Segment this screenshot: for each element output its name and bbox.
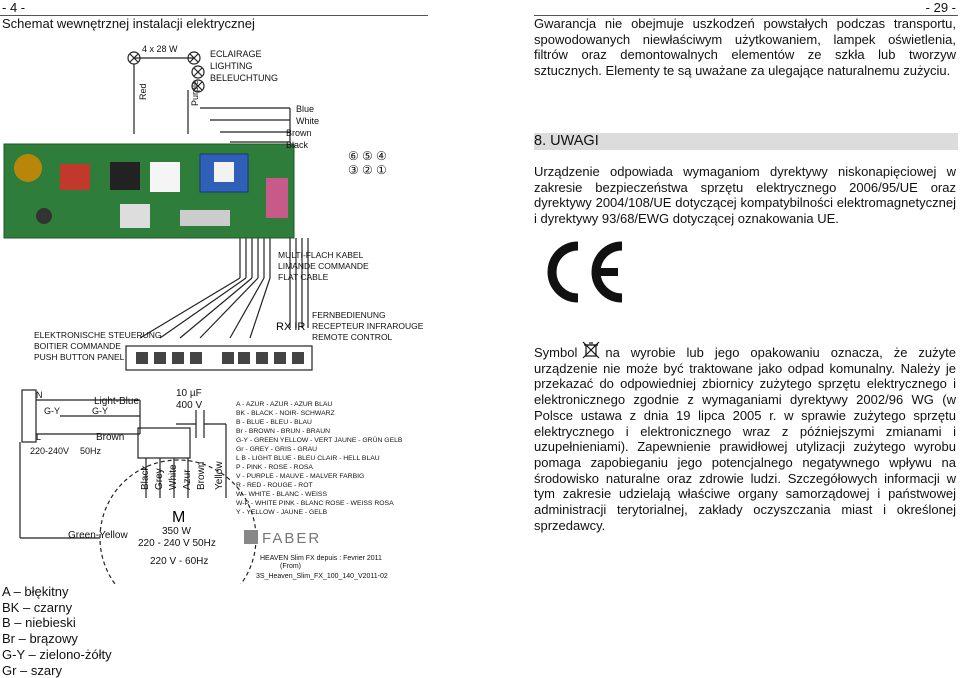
- wire-red-label: Red: [138, 83, 148, 100]
- flat-cable-label-2: LIMANDE COMMANDE: [278, 261, 369, 271]
- legend-item: BK – czarny: [2, 599, 73, 615]
- motor-wire-azur: Azur: [182, 469, 193, 490]
- left-page-title: Schemat wewnętrznej instalacji elektrycznej: [2, 16, 255, 31]
- connector-top-6: ⑥: [348, 149, 359, 163]
- legend-item: B – niebieski: [2, 615, 76, 631]
- connector-top-5: ⑤: [362, 149, 373, 163]
- connector-bottom-2: ②: [362, 163, 373, 177]
- faber-logo: [244, 530, 321, 547]
- lamps-label: 4 x 28 W: [142, 44, 178, 54]
- model-line-3: 3S_Heaven_Slim_FX_100_140_V2011-02: [256, 573, 388, 580]
- color-legend-row: BK - BLACK - NOIR- SCHWARZ: [236, 410, 335, 417]
- color-legend-row: W-P - WHITE PINK - BLANC ROSE - WEISS ROSA: [236, 500, 394, 507]
- wire-white-label: White: [296, 116, 320, 126]
- faber-brand: FABER: [262, 530, 322, 547]
- gy-label-1: G-Y: [44, 406, 61, 416]
- legend-item: G-Y – zielono-żółty: [2, 646, 112, 662]
- mains-l-label: L: [36, 432, 42, 442]
- color-legend-row: P - PINK - ROSE - ROSA: [236, 464, 313, 471]
- left-page-number: - 4 -: [2, 0, 26, 15]
- wiring-diagram: [0, 38, 530, 584]
- wire-black-label: Black: [286, 140, 309, 150]
- flat-cable-label-3: FLAT CABLE: [278, 272, 329, 282]
- model-line-2: (From): [280, 563, 301, 570]
- mains-n-label: N: [36, 390, 43, 400]
- connector-bottom-3: ③: [348, 163, 359, 177]
- lighting-label-2: LIGHTING: [210, 61, 253, 71]
- brown-label: Brown: [96, 432, 125, 443]
- color-legend-row: Y - YELLOW - JAUNE - GELB: [236, 509, 328, 516]
- motor-wire-brown: Brown: [196, 461, 207, 490]
- color-legend-row: Br - BROWN - BRUN - BRAUN: [236, 428, 331, 435]
- model-line-1: HEAVEN Slim FX depuis : Fevrier 2011: [260, 555, 382, 562]
- motor-voltage-50: 220 - 240 V 50Hz: [138, 538, 216, 549]
- color-legend-row: R - RED - ROUGE - ROT: [236, 482, 313, 489]
- panel-label-2: BOITIER COMMANDE: [34, 341, 121, 351]
- panel-label-3: PUSH BUTTON PANEL: [34, 352, 125, 362]
- wire-purple-label: Purple: [190, 79, 200, 106]
- gy-label-2: G-Y: [92, 406, 109, 416]
- color-legend-row: L B - LIGHT BLUE - BLEU CLAIR - HELL BLAU: [236, 455, 380, 462]
- color-legend-row: G-Y - GREEN YELLOW - VERT JAUNE - GRÜN GELB: [236, 437, 403, 444]
- legend-item: A – błękitny: [2, 584, 69, 599]
- directive-paragraph: Urządzenie odpowiada wymaganiom dyrektywy niskonapięciowej w zakresie bezpieczeństwa sprzętu elektrycznego 2006/95/UE oraz dyrektywy 2004/108/UE dotyczącej kompatybilności elektromagnetycznej i dyrektywy 93/68/EWG dotyczącej oznakowania UE.: [534, 164, 956, 227]
- color-legend-row: W - WHITE - BLANC - WEISS: [236, 491, 328, 498]
- symbol-word: Symbol: [534, 345, 578, 360]
- motor-power: 350 W: [162, 526, 191, 537]
- connector-bottom-1: ①: [376, 163, 387, 177]
- remote-label-3: REMOTE CONTROL: [312, 332, 393, 342]
- remote-label-1: FERNBEDIENUNG: [312, 310, 386, 320]
- remote-label-2: RECEPTEUR INFRAROUGE: [312, 321, 424, 331]
- section-title: 8. UWAGI: [534, 133, 599, 149]
- light-blue-label: Light-Blue: [94, 396, 140, 407]
- panel-label-1: ELEKTRONISCHE STEUERUNG: [34, 330, 162, 340]
- color-legend-pl: [2, 584, 112, 678]
- lighting-label-1: ECLAIRAGE: [210, 49, 262, 59]
- motor-voltage-60: 220 V - 60Hz: [150, 556, 209, 567]
- connector-top-4: ④: [376, 149, 387, 163]
- legend-item: Gr – szary: [2, 662, 62, 678]
- warranty-paragraph: Gwarancja nie obejmuje uszkodzeń powstałych podczas transportu, spowodowanych niewłaściwym użytkowaniem, lampek oświetlenia, filtrów oraz demontowalnych elementów ze szkła lub tworzyw sztucznych. Elementy te są uważane za ulegające naturalnemu zużyciu.: [534, 16, 956, 79]
- color-legend-row: Gr - GREY - GRIS - GRAU: [236, 446, 318, 453]
- motor-wire-white: White: [168, 464, 179, 490]
- color-legend-row: A - AZUR - AZUR - AZUR BLAU: [236, 401, 333, 408]
- color-legend-row: B - BLUE - BLEU - BLAU: [236, 419, 312, 426]
- crossed-bin-icon: [581, 340, 601, 358]
- wire-blue-label: Blue: [296, 104, 315, 114]
- motor-wire-black: Black: [140, 465, 151, 490]
- flat-cable-label-1: MULTI-FLACH KABEL: [278, 250, 364, 260]
- capacitor-label-1: 10 µF: [176, 388, 202, 399]
- capacitor-label-2: 400 V: [176, 400, 203, 411]
- right-page-number: - 29 -: [925, 0, 956, 15]
- green-yellow-label: Green-Yellow: [68, 530, 128, 541]
- motor-wire-grey: Grey: [154, 468, 165, 490]
- mains-freq-label: 50Hz: [80, 446, 102, 456]
- motor-symbol: M: [172, 509, 186, 526]
- wire-brown-label: Brown: [286, 128, 312, 138]
- lighting-label-3: BELEUCHTUNG: [210, 73, 279, 83]
- ce-mark-icon: [538, 240, 628, 304]
- motor-wire-yellow: Yellow: [214, 461, 225, 490]
- legend-item: Br – brązowy: [2, 631, 78, 647]
- mains-voltage-label: 220-240V: [30, 446, 70, 456]
- color-legend-row: V - PURPLE - MAUVE - MALVER FARBIG: [236, 473, 365, 480]
- rx-ir-label: RX IR: [276, 321, 306, 333]
- weee-text: na wyrobie lub jego opakowaniu oznacza, że zużyte urządzenie nie może być traktowane jako odpad komunalny. Należy je przekazać do odpowiedniej zbiornicy zużytego sprzętu elektrycznego i elektronicznego zgodnie z wymaganiami dyrektywy 2002/96 WG (w Polsce ustawa z dnia 19 lipca 2005 r. w sprawie zużytego sprzętu elektrycznego i elektronicznego wraz z późniejszymi zmianami i uzupełnieniami). Zapewnienie prawidłowej utylizacji zużytego wyrobu pomaga zapobieganiu jego potencjalnego negatywnego wpływu na środowisko naturalne oraz zdrowie ludzi. Szczegółowych informacji w tym zakresie udzielają właściwe organy samorządowej i państwowej administracji terytorialnej, zakłady oczyszczania miast i określonej sprzedawcy.: [534, 345, 956, 533]
- weee-paragraph: [534, 340, 956, 533]
